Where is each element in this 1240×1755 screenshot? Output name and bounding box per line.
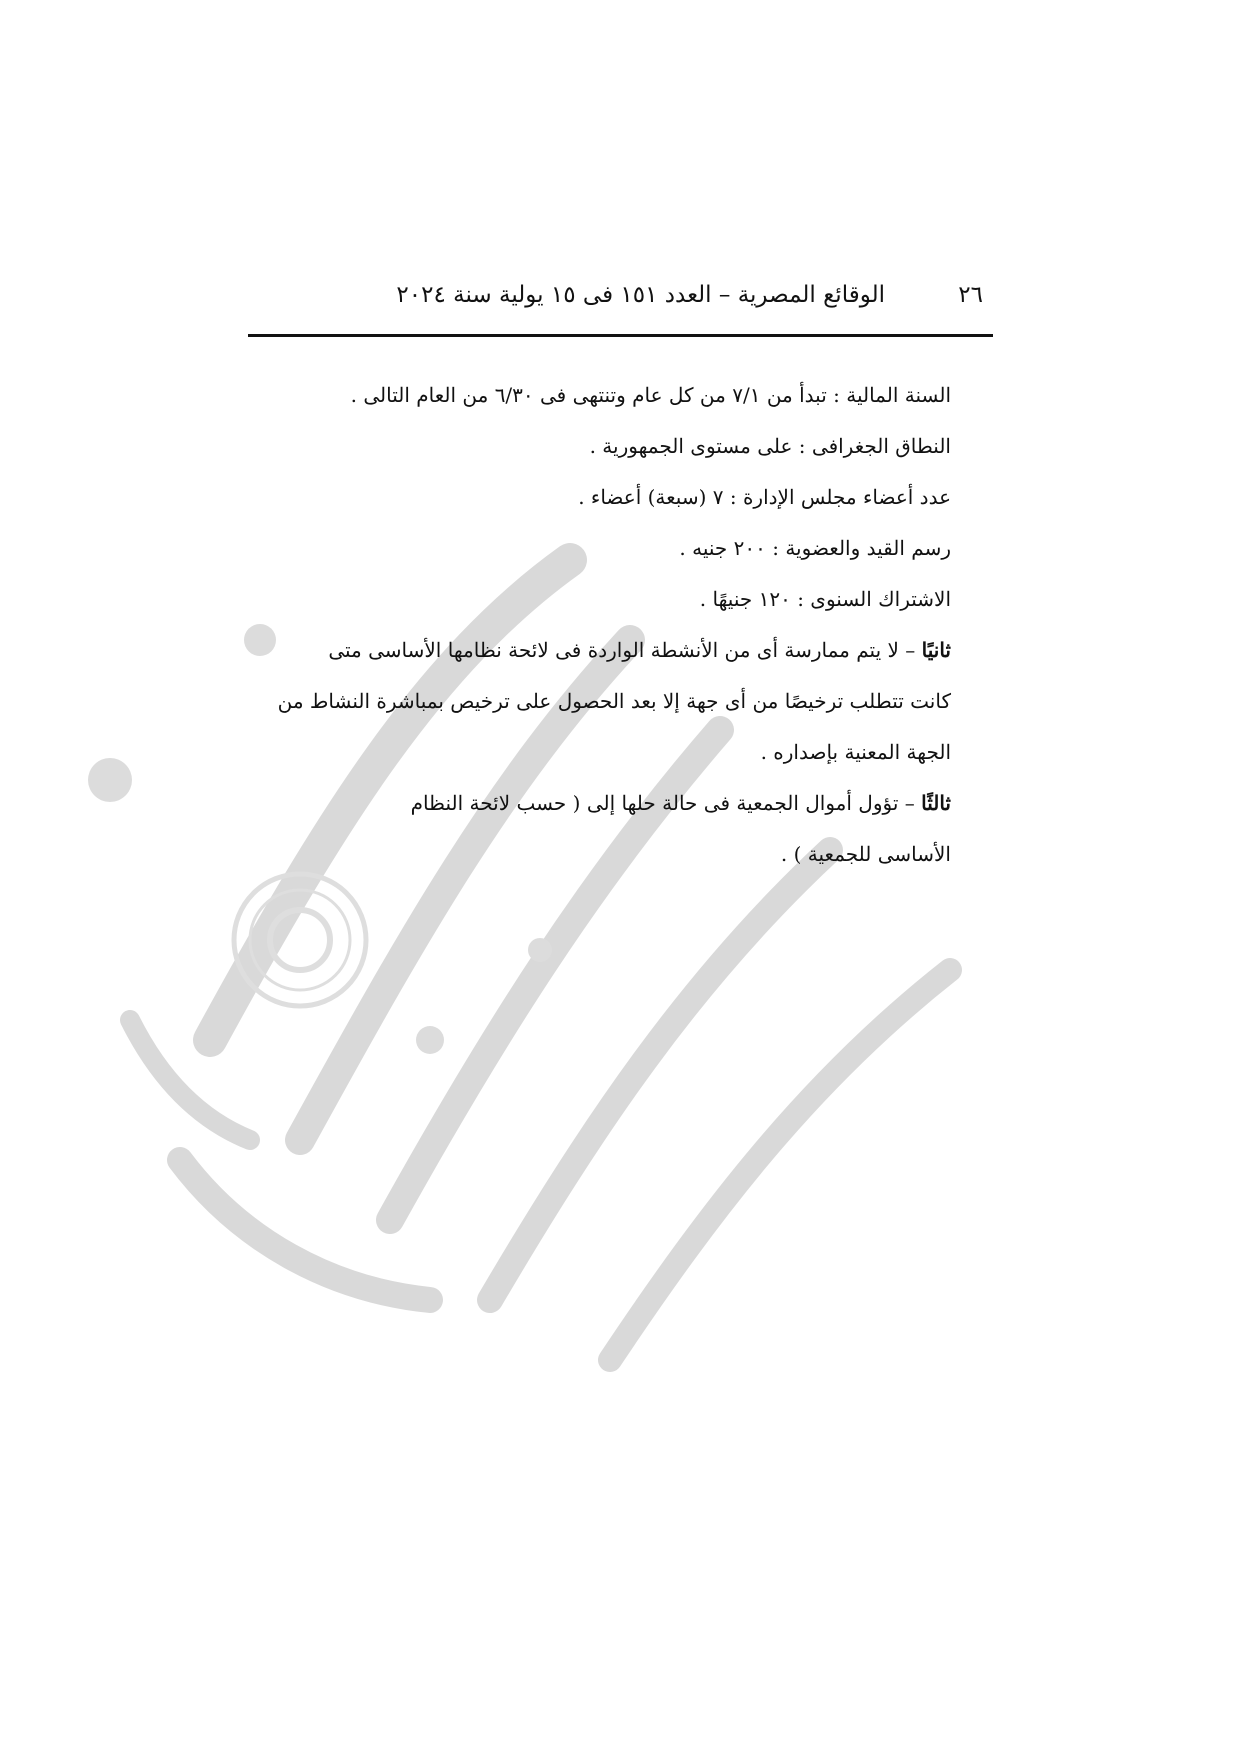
board-members-line: عدد أعضاء مجلس الإدارة : ٧ (سبعة) أعضاء . — [578, 485, 951, 509]
fiscal-year-line: السنة المالية : تبدأ من ٧/١ من كل عام وتنتهى فى ٦/٣٠ من العام التالى . — [350, 383, 951, 407]
third-clause-line-2: الأساسى للجمعية ) . — [780, 842, 951, 866]
page-number: ٢٦ — [958, 282, 983, 308]
geographic-scope-line: النطاق الجغرافى : على مستوى الجمهورية . — [589, 434, 951, 458]
second-clause-line-2: كانت تتطلب ترخيصًا من أى جهة إلا بعد الحصول على ترخيص بمباشرة النشاط من — [277, 689, 951, 713]
registration-fee-line: رسم القيد والعضوية : ٢٠٠ جنيه . — [679, 536, 951, 560]
third-clause-label: ثالثًا — [921, 791, 951, 815]
document-page — [248, 282, 993, 866]
second-clause-line-3: الجهة المعنية بإصداره . — [760, 740, 951, 764]
third-clause-text-1: – تؤول أموال الجمعية فى حالة حلها إلى ( حسب لائحة النظام — [410, 791, 922, 815]
second-clause-text-1: – لا يتم ممارسة أى من الأنشطة الواردة فى لائحة نظامها الأساسى متى — [328, 638, 922, 662]
gazette-title: الوقائع المصرية – العدد ١٥١ فى ١٥ يولية سنة ٢٠٢٤ — [396, 282, 885, 308]
second-clause-line-1 — [248, 625, 951, 676]
second-clause-label: ثانيًا — [921, 638, 951, 662]
annual-subscription-line: الاشتراك السنوى : ١٢٠ جنيهًا . — [699, 587, 951, 611]
third-clause-line-1 — [248, 778, 951, 829]
document-body — [248, 370, 951, 880]
header-divider — [248, 334, 993, 337]
page-header — [248, 282, 993, 322]
